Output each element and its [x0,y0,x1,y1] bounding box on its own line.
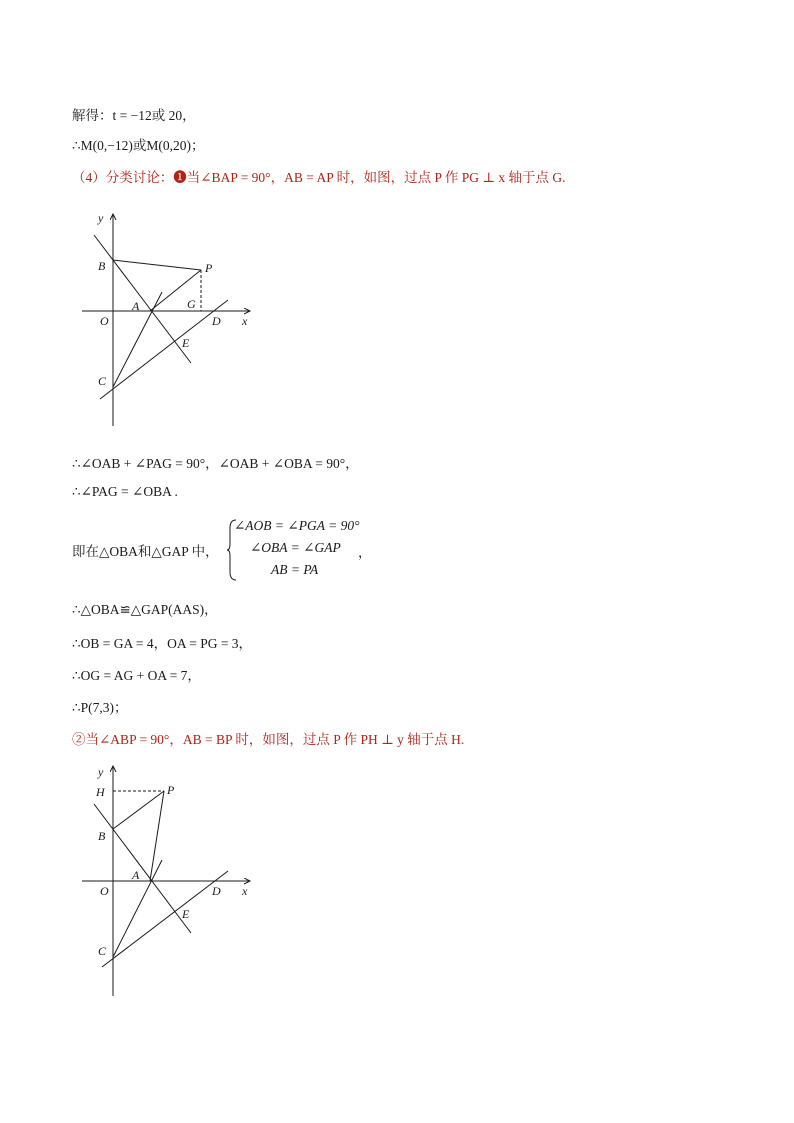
label-y: y [98,765,104,779]
line-p-result [72,696,127,716]
label-e: E [182,907,190,921]
label-p: P [205,261,213,275]
text-lengths: ∴OB = GA = 4，OA = PG = 3， [72,636,253,651]
line-congruent [72,598,218,618]
segment-bp [113,260,201,270]
line-case-1 [72,166,566,186]
text-sys-2: ∠OBA = ∠GAP [250,540,341,555]
line-solution-t [72,104,196,124]
text-angle-equal: ∴∠PAG = ∠OBA . [72,484,178,499]
label-a: A [132,868,140,882]
text-p-result: ∴P(7,3)； [72,700,128,715]
label-p: P [167,783,175,797]
text-sys-1: ∠AOB = ∠PGA = 90° [234,518,360,533]
segment-bp [113,791,164,829]
label-o: O [100,314,109,328]
text-solution-t: 解得：t = −12或 20， [72,108,196,123]
system-eq-1 [234,518,359,534]
line-angle-equal [72,484,178,500]
line-angle-sum [72,452,359,472]
text-triangles: 即在△OBA和△GAP 中， [72,544,219,559]
line-cd [102,871,228,967]
label-c: C [98,944,107,958]
line-bae [94,235,191,363]
label-y: y [98,211,104,225]
figure-case-1 [80,208,270,433]
line-triangles [72,540,219,560]
segment-ap [150,791,164,881]
line-m-result [72,134,204,154]
label-a: A [132,299,140,313]
label-b: B [98,259,106,273]
label-b: B [98,829,106,843]
label-x: x [242,884,248,898]
label-g: G [187,297,196,311]
text-angle-sum: ∴∠OAB + ∠PAG = 90°，∠OAB + ∠OBA = 90°， [72,456,359,471]
text-m-result: ∴M(0,−12)或M(0,20)； [72,138,205,153]
line-cd [100,300,228,399]
text-og: ∴OG = AG + OA = 7， [72,668,201,683]
text-case-1: （4）分类讨论：❶当∠BAP = 90°，AB = AP 时，如图，过点 P 作 PG ⊥ x 轴于点 G. [72,170,566,185]
system-eq-2 [250,540,341,556]
line-lengths [72,632,252,652]
line-bae [94,804,191,933]
label-c: C [98,374,107,388]
line-og [72,664,201,684]
system-end [358,541,372,561]
line-case-2 [72,728,464,748]
label-x: x [242,314,248,328]
text-sys-end: ， [358,545,372,560]
text-case-2: ②当∠ABP = 90°，AB = BP 时，如图，过点 P 作 PH ⊥ y 轴于点 H. [72,732,465,747]
label-d: D [212,884,221,898]
system-eq-3 [271,562,318,578]
text-congruent: ∴△OBA≌△GAP(AAS)， [72,602,218,617]
label-h: H [96,785,105,799]
label-e: E [182,336,190,350]
label-d: D [212,314,221,328]
text-sys-3: AB = PA [271,562,319,577]
figure-case-2 [80,762,270,1002]
label-o: O [100,884,109,898]
